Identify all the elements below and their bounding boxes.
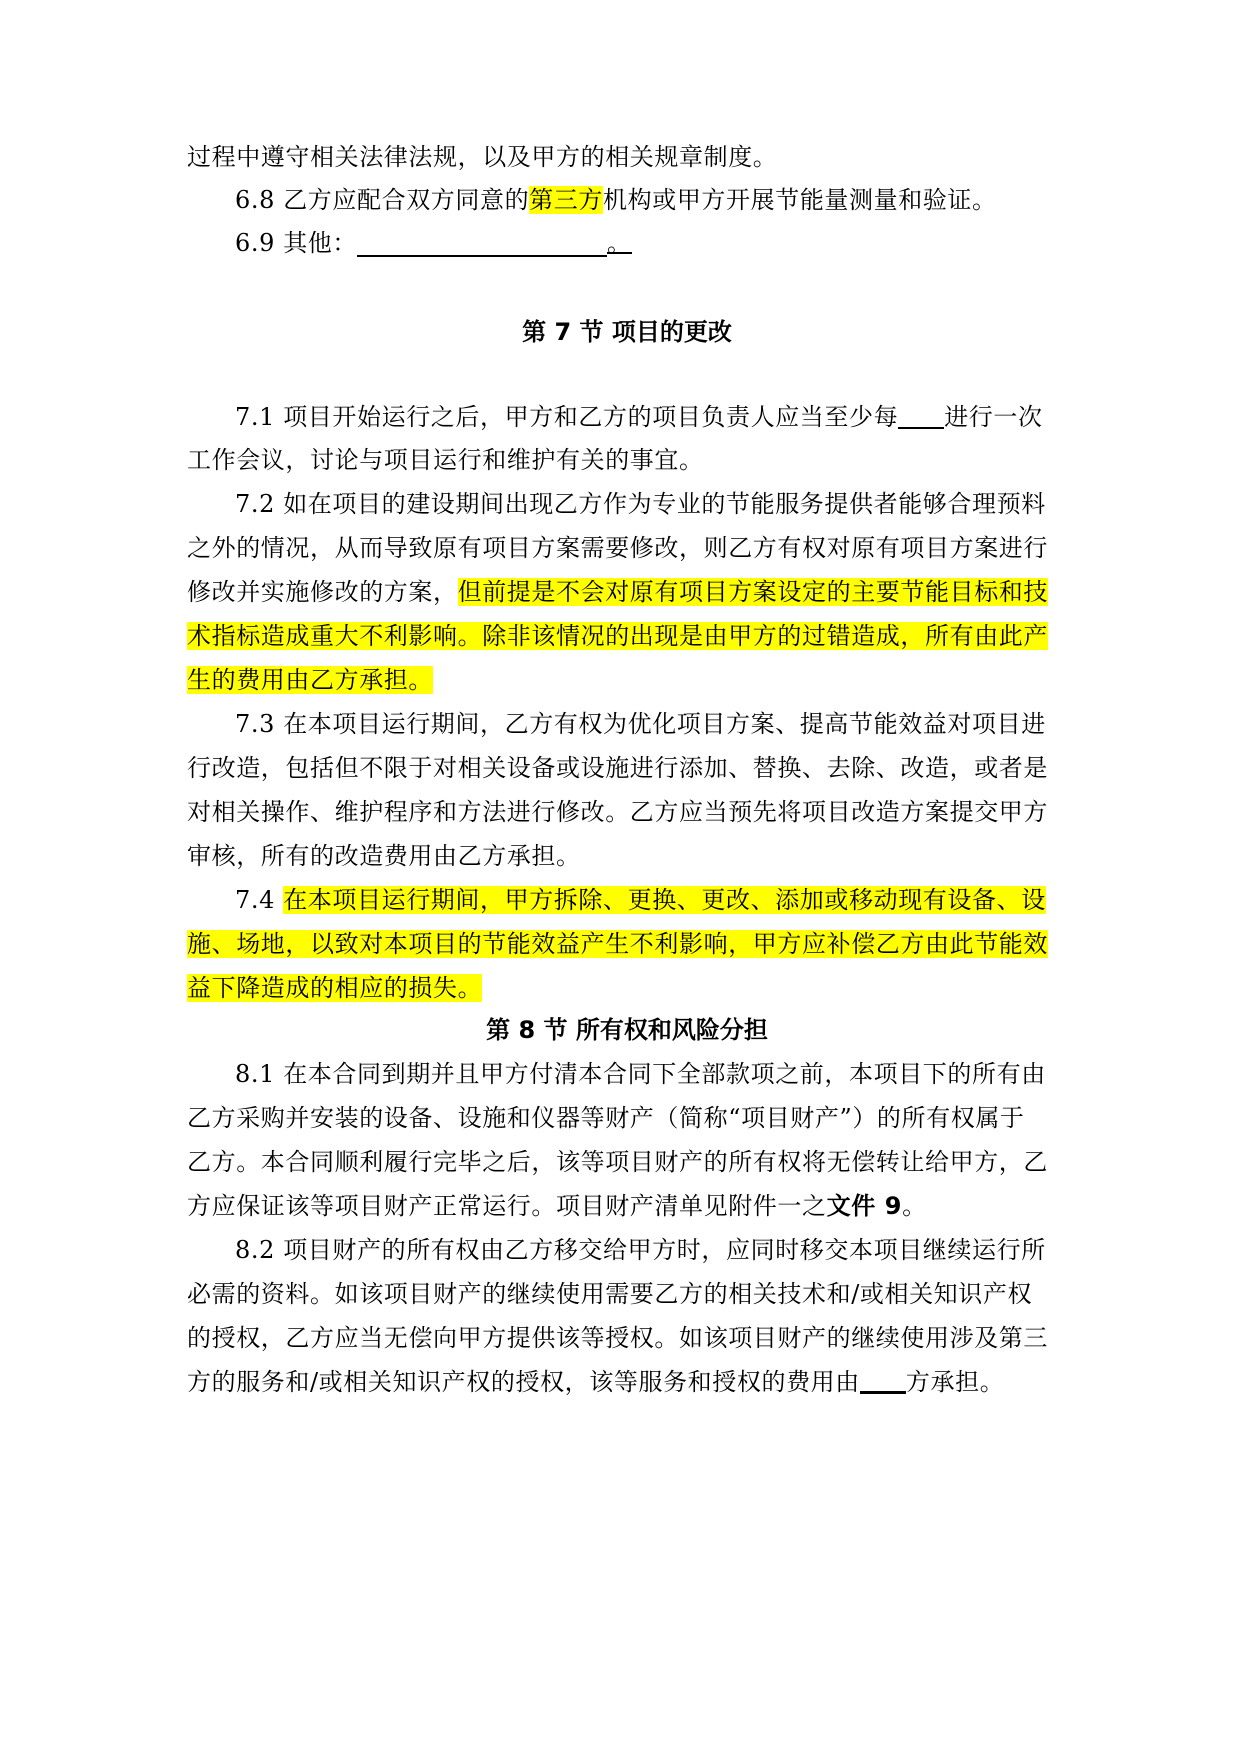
para-line	[187, 443, 1067, 477]
para-line	[187, 971, 1067, 1005]
clause-7-3	[235, 707, 1067, 741]
text: 7.4	[235, 886, 284, 914]
highlighted-text: 第三方	[529, 186, 604, 214]
highlighted-text: 但前提是不会对原有项目方案设定的主要节能目标和技	[457, 578, 1049, 606]
para-line	[187, 140, 1067, 174]
text: 对相关操作、维护程序和方法进行修改。乙方应当预先将项目改造方案提交甲方	[187, 798, 1048, 826]
para-line	[187, 751, 1067, 785]
text: 方承担。	[905, 1368, 1005, 1396]
clause-6-8	[235, 183, 1067, 217]
highlighted-text: 生的费用由乙方承担。	[187, 666, 433, 694]
fill-in-blank	[860, 1367, 906, 1394]
section-8-heading	[187, 1013, 1067, 1047]
text: 行改造，包括但不限于对相关设备或设施进行添加、替换、去除、改造，或者是	[187, 754, 1048, 782]
para-line	[187, 795, 1067, 829]
fill-in-blank	[357, 229, 607, 257]
text: 7.1 项目开始运行之后，甲方和乙方的项目负责人应当至少每	[235, 403, 899, 431]
text: 方应保证该等项目财产正常运行。项目财产清单见附件一之	[187, 1192, 827, 1220]
text: 。	[902, 1192, 927, 1220]
highlighted-text: 施、场地，以致对本项目的节能效益产生不利影响，甲方应补偿乙方由此节能效	[187, 930, 1048, 958]
highlighted-text: 益下降造成的相应的损失。	[187, 974, 483, 1002]
clause-7-1	[235, 400, 1067, 434]
text: 。	[607, 226, 632, 254]
text: 乙方。本合同顺利履行完毕之后，该等项目财产的所有权将无偿转让给甲方，乙	[187, 1148, 1048, 1176]
para-line	[187, 1101, 1067, 1135]
text: 的授权，乙方应当无偿向甲方提供该等授权。如该项目财产的继续使用涉及第三	[187, 1324, 1048, 1352]
text: 6.8 乙方应配合双方同意的	[235, 186, 530, 214]
section-7-heading	[187, 315, 1067, 349]
para-line	[187, 1189, 1067, 1223]
text: 8.1 在本合同到期并且甲方付清本合同下全部款项之前，本项目下的所有由	[235, 1060, 1046, 1088]
para-line	[187, 1277, 1067, 1311]
para-line	[187, 927, 1067, 961]
text: 方的服务和/或相关知识产权的授权，该等服务和授权的费用由	[187, 1368, 860, 1396]
para-line	[187, 619, 1067, 653]
text: 8.2 项目财产的所有权由乙方移交给甲方时，应同时移交本项目继续运行所	[235, 1236, 1046, 1264]
clause-8-1	[235, 1057, 1067, 1091]
text: 之外的情况，从而导致原有项目方案需要修改，则乙方有权对原有项目方案进行	[187, 534, 1048, 562]
text: 修改并实施修改的方案，	[187, 578, 458, 606]
text: 审核，所有的改造费用由乙方承担。	[187, 842, 581, 870]
text: 机构或甲方开展节能量测量和验证。	[603, 186, 997, 214]
para-line	[187, 531, 1067, 565]
para-line	[187, 575, 1067, 609]
text: 过程中遵守相关法律法规，以及甲方的相关规章制度。	[187, 143, 778, 171]
text: 乙方采购并安装的设备、设施和仪器等财产（简称“项目财产”）的所有权属于	[187, 1104, 1025, 1132]
heading-text: 第 8 节 所有权和风险分担	[486, 1016, 768, 1044]
file-reference: 文件 9	[826, 1192, 903, 1220]
text: 工作会议，讨论与项目运行和维护有关的事宜。	[187, 446, 704, 474]
para-line	[187, 1321, 1067, 1355]
fill-in-blank	[898, 403, 944, 429]
heading-text: 第 7 节 项目的更改	[522, 318, 732, 346]
text: 进行一次	[944, 403, 1043, 431]
text: 7.2 如在项目的建设期间出现乙方作为专业的节能服务提供者能够合理预料	[235, 490, 1046, 518]
highlighted-text: 在本项目运行期间，甲方拆除、更换、更改、添加或移动现有设备、设	[283, 886, 1046, 914]
clause-7-4	[235, 883, 1067, 917]
para-line	[187, 839, 1067, 873]
text: 7.3 在本项目运行期间，乙方有权为优化项目方案、提高节能效益对项目进	[235, 710, 1046, 738]
clause-8-2	[235, 1233, 1067, 1267]
para-line	[187, 1365, 1067, 1399]
highlighted-text: 术指标造成重大不利影响。除非该情况的出现是由甲方的过错造成，所有由此产	[187, 622, 1048, 650]
para-line	[187, 1145, 1067, 1179]
text: 6.9 其他：	[235, 229, 357, 257]
clause-6-9	[235, 226, 1067, 260]
para-line	[187, 663, 1067, 697]
clause-7-2	[235, 487, 1067, 521]
text: 必需的资料。如该项目财产的继续使用需要乙方的相关技术和/或相关知识产权	[187, 1280, 1033, 1308]
